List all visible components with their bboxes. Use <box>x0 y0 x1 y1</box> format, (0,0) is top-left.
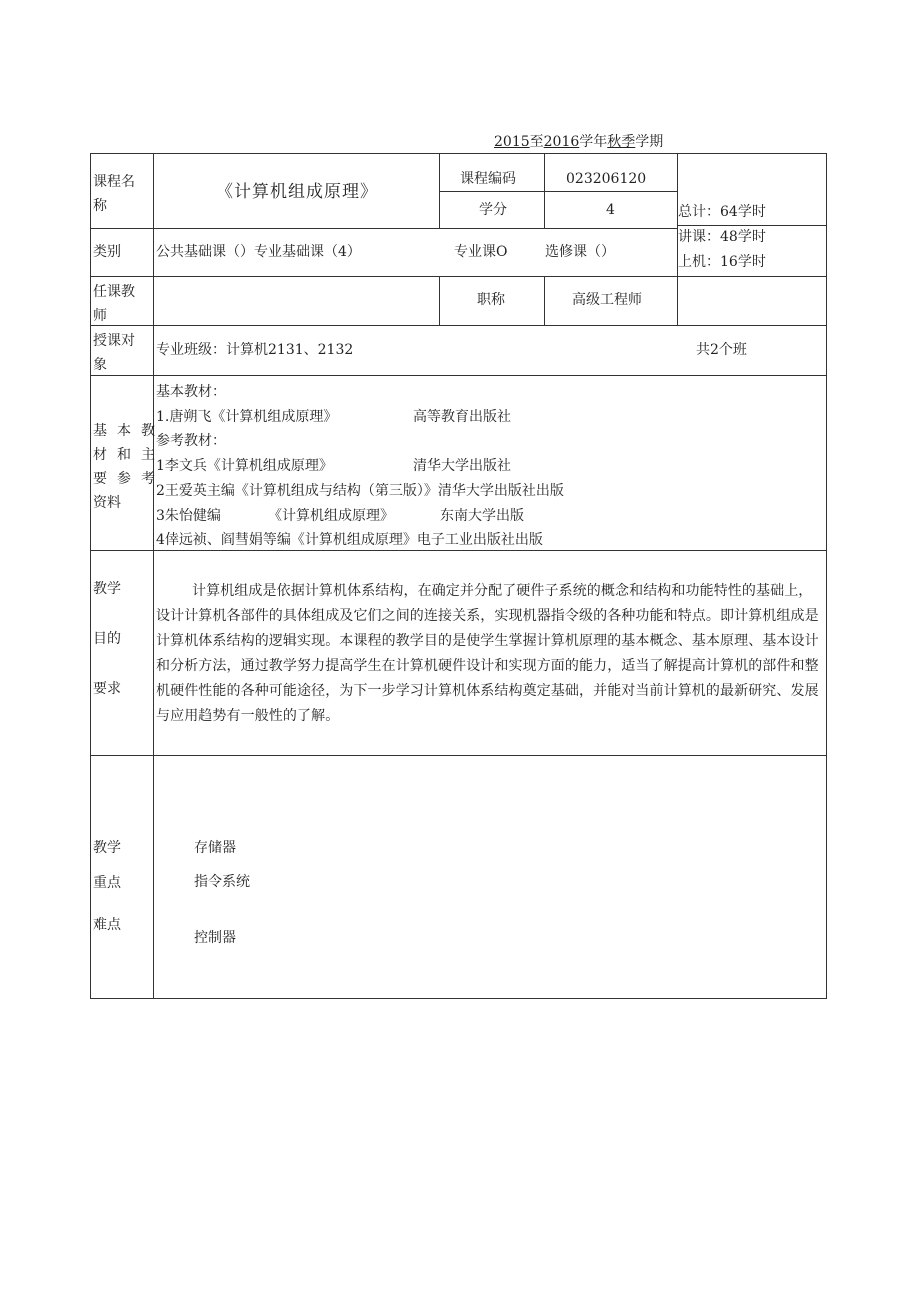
key-label-1: 教学 <box>93 840 121 856</box>
goals-label-3: 要求 <box>93 681 121 697</box>
key-point-item: 指令系统 <box>194 874 250 890</box>
audience-value: 专业班级：计算机2131、2132 <box>156 342 354 358</box>
goals-label-1: 教学 <box>93 581 121 597</box>
semester-suffix: 学期 <box>635 134 664 150</box>
material-book: 《计算机组成原理》 <box>268 508 394 524</box>
title-label: 职称 <box>477 292 505 308</box>
year-separator: 至 <box>529 134 544 150</box>
audience-label: 授课对 象 <box>93 333 135 373</box>
course-name-value: 《计算机组成原理》 <box>216 182 378 202</box>
material-publisher: 东南大学出版 <box>440 508 524 524</box>
key-point-item: 控制器 <box>194 930 236 946</box>
hours-lab: 上机：16学时 <box>678 254 766 270</box>
material-line: 基本教材： <box>156 384 226 400</box>
credit-value: 4 <box>606 202 615 218</box>
material-line: 1李文兵《计算机组成原理》 <box>156 458 333 474</box>
title-value: 高级工程师 <box>572 292 642 308</box>
material-line: 3朱怡健编 <box>156 508 221 524</box>
category-label: 类别 <box>93 244 121 260</box>
hours-lecture: 讲课：48学时 <box>678 229 766 245</box>
class-count: 共2个班 <box>696 342 747 358</box>
material-line: 4倖远祯、阎彗娟等编《计算机组成原理》电子工业出版社出版 <box>156 532 543 548</box>
category-elective: 选修课（） <box>545 244 615 260</box>
course-name-label: 课程名 称 <box>93 174 135 214</box>
key-label-3: 难点 <box>93 917 121 933</box>
goals-label-2: 目的 <box>93 631 121 647</box>
material-line: 参考教材： <box>156 433 226 449</box>
credit-label: 学分 <box>479 202 507 218</box>
material-publisher: 高等教育出版社 <box>413 409 511 425</box>
material-publisher: 清华大学出版社 <box>413 458 511 474</box>
material-line: 2王爱英主编《计算机组成与结构（第三版）》清华大学出版社出版 <box>156 483 564 499</box>
season: 秋季 <box>607 134 636 150</box>
category-value: 公共基础课（）专业基础课（4） <box>156 244 361 260</box>
course-code-value: 023206120 <box>566 171 647 187</box>
year-mid: 学年 <box>579 134 608 150</box>
semester-header <box>494 134 663 151</box>
material-line: 1.唐朔飞《计算机组成原理》 <box>156 409 338 425</box>
key-label-2: 重点 <box>93 875 121 891</box>
teacher-label: 任课教 师 <box>93 284 135 324</box>
year-end: 2016 <box>543 134 580 150</box>
key-point-item: 存储器 <box>194 840 236 856</box>
year-start: 2015 <box>494 134 530 150</box>
materials-label: 基 本 教 材 和 主 要 参 考 资料 <box>93 423 155 511</box>
goals-text: 计算机组成是依据计算机体系结构，在确定并分配了硬件子系统的概念和结构和功能特性的基础上，设计计算机各部件的具体组成及它们之间的连接关系，实现机器指令级的各种功能和特点。即计算机组成是计算机体系结构的逻辑实现。本课程的教学目的是使学生掌握计算机原理的基本概念、基本原理、基本设计和分析方法，通过教学努力提高学生在计算机硬件设计和实现方面的能力，适当了解提高计算机的部件和整机硬件性能的各种可能途径，为下一步学习计算机体系结构奠定基础，并能对当前计算机的最新研究、发展与应用趋势有一般性的了解。 <box>156 583 819 724</box>
hours-total: 总计：64学时 <box>678 204 766 220</box>
category-major: 专业课O <box>454 244 508 260</box>
course-code-label: 课程编码 <box>460 171 516 187</box>
